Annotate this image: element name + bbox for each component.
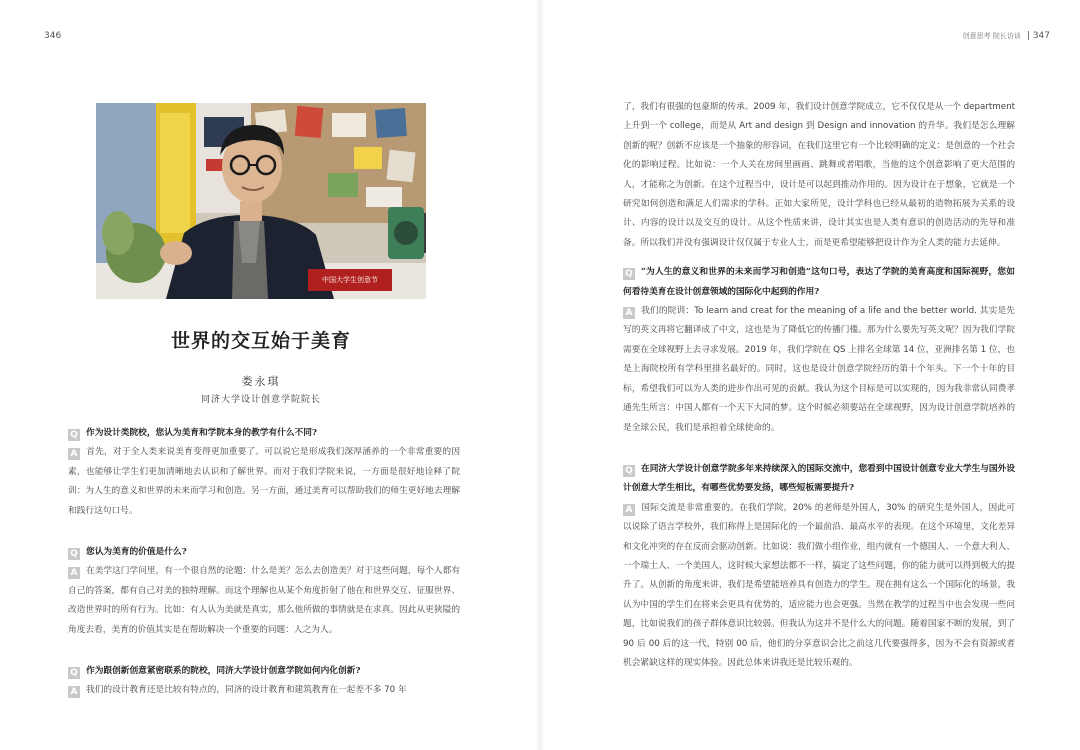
- a-marker: A: [68, 567, 80, 579]
- question-1: [68, 424, 460, 443]
- answer-5: [623, 499, 1015, 674]
- photo-sign-text: 中国大学生创意节: [308, 269, 392, 291]
- a-marker: A: [68, 686, 80, 698]
- left-text-column: [68, 424, 460, 701]
- answer-1: [68, 443, 460, 521]
- q-marker: Q: [68, 548, 80, 560]
- interview-photo: [96, 103, 426, 299]
- question-text: 在同济大学设计创意学院多年来持续深入的国际交流中，您看到中国设计创意专业大学生与国外设计创意大学生相比，有哪些优势要发扬，哪些短板需要提升?: [623, 463, 1015, 494]
- question-4: [623, 263, 1015, 302]
- q-marker: Q: [68, 667, 80, 679]
- answer-2: [68, 562, 460, 640]
- q-marker: Q: [623, 268, 635, 280]
- question-3: [68, 662, 460, 681]
- header-separator: |: [1026, 31, 1030, 41]
- answer-text: 国际交流是非常重要的。在我们学院，20% 的老师是外国人，30% 的研究生是外国人，因此可以说除了语言学校外，我们称得上是国际化的一个最前沿、最高水平的表现。在这个环境里，文化差异和文化冲突的存在反而会驱动创新。比如说：我们做小组作业，组内就有一个德国人、一个意大利人、一个瑞士人、一个美国人，这时候大家想法都不一样，搞定了这些问题，你的能力就可以得到极大的提升了。从创新的角度来讲，我们是希望能培养具有创造力的学生。现在拥有这么一个国际化的场景，我认为中国的学生们在将来会更具有优势的，适应能力也会更强。当然在教学的过程当中也会发现一些问题，比如说我们的孩子群体意识比较弱。但我认为这并不是什么大的问题。随着国家不断的发展，到了 90 后 00 后的这一代，特别 00 后，他们的分享意识会比之前这几代要强得多，因为不会有资源或者机会紧缺这样的现实体验。因此总体来讲我还是比较乐观的。: [623, 502, 1015, 668]
- answer-3-continued: 了，我们有很强的包豪斯的传承。2009 年，我们设计创意学院成立，它不仅仅是从一个 department 上升到一个 college，而是从 Art and design 到 Design and innovation 的升华。我们是怎么理解创新的呢？创新不应该是一个抽象的形容词，在我们这里它有一个比较明确的定义：是创意的一个社会化的影响过程。比如说：一个人关在房间里画画、跳舞或者唱歌，当他的这个创意影响了更大范围的人，才能称之为创新。在这个过程当中，设计是可以起到推动作用的。因为设计在于想象，它就是一个研究如何创造和满足人们需求的学科。正如大家所见，设计学科也已经从最初的造物拓展为关系的设计、内容的设计以及交互的设计。从这个性质来讲，设计其实也是人类有意识的创造活动的先导和准备。所以我们并没有强调设计仅仅属于专业人士，而是更希望能够把设计作为全人类的能力去延伸。: [623, 102, 1015, 248]
- right-text-column: [623, 98, 1015, 673]
- left-page-number: 346: [44, 31, 62, 41]
- a-marker: A: [623, 504, 635, 516]
- answer-text: 首先，对于全人类来说美育变得更加重要了。可以说它是形成我们深厚涵养的一个非常重要的因素，也能够让学生们更加清晰地去认识和了解世界。而对于我们学院来说，一方面是很好地诠释了院训：为人生的意义和世界的未来而学习和创造。另一方面，通过美育可以帮助我们的师生更好地去理解和践行这句口号。: [68, 447, 460, 516]
- answer-4: [623, 302, 1015, 438]
- author-name: 娄永琪: [241, 375, 281, 388]
- right-page-header: [963, 31, 1050, 41]
- author-affiliation: 同济大学设计创意学院院长: [200, 395, 321, 405]
- answer-3: [68, 681, 460, 700]
- page-gutter: [536, 0, 544, 750]
- a-marker: A: [623, 307, 635, 319]
- section-label: 创意思考 院长访谈: [962, 32, 1021, 40]
- question-text: 您认为美育的价值是什么?: [86, 547, 187, 558]
- answer-text: 我们的设计教育还是比较有特点的，同济的设计教育和建筑教育在一起差不多 70 年: [86, 685, 407, 696]
- question-text: 作为跟创新创意紧密联系的院校，同济大学设计创意学院如何内化创新?: [86, 666, 361, 677]
- question-text: “为人生的意义和世界的未来而学习和创造”这句口号，表达了学院的美育高度和国际视野，您如何看待美育在设计创意领域的国际化中起到的作用?: [623, 267, 1015, 297]
- article-title: 世界的交互始于美育: [170, 330, 351, 352]
- a-marker: A: [68, 448, 80, 460]
- q-marker: Q: [623, 465, 635, 477]
- answer-text: 我们的院训：To learn and creat for the meaning of a life and the better world. 其实是先写的英文再将它翻译成了中文，这也是为了降低它的传播门槛。那为什么要先写英文呢？因为我们学院需要在全球视野上去寻求发展。2019 年，我们学院在 QS 上排名全球第 14 位，亚洲排名第 1 位，也是上海院校所有学科里排名最好的。同时，这也是设计创意学院经历的第十个年头。下一个十年的目标，希望我们可以为人类的进步作出可见的贡献。我认为这个目标是可以实现的，因为我非常认同费孝通先生所言：中国人都有一个天下大同的梦。这个时候必须要站在全球视野，因为设计创意学院培养的是全球公民，我们是承担着全球使命的。: [623, 306, 1015, 433]
- question-2: [68, 543, 460, 562]
- answer-text: 在美学这门学问里，有一个很自然的论题：什么是美？怎么去创造美？对于这些问题，每个人都有自己的答案，都有自己对美的独特理解。而这个理解也从某个角度折射了他在和世界交互、征服世界、改造世界时的所有行为。比如：有人认为美就是真实，那么他所做的事情就是在求真。因此从更狭隘的角度去看，美育的价值其实是在帮助解决一个重要的问题：人之为人。: [68, 566, 460, 635]
- question-text: 作为设计类院校，您认为美育和学院本身的教学有什么不同?: [86, 428, 317, 438]
- q-marker: Q: [68, 429, 80, 441]
- right-page-number: 347: [1032, 31, 1050, 41]
- question-5: [623, 460, 1015, 499]
